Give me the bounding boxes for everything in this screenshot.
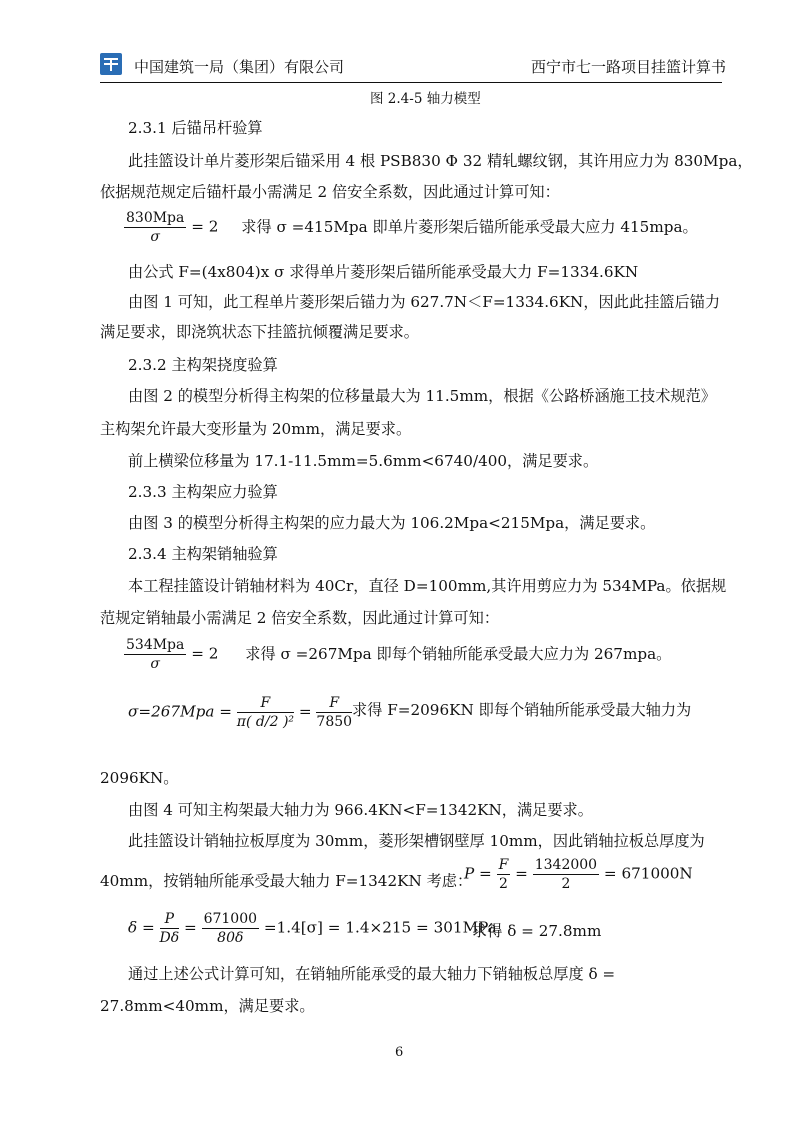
section-heading-233: 2.3.3 主构架应力验算 (128, 483, 278, 501)
fraction-denominator: 2 (561, 876, 571, 892)
section-heading-232: 2.3.2 主构架挠度验算 (128, 356, 278, 374)
fraction (124, 636, 186, 673)
fraction-denominator: σ (150, 229, 160, 245)
paragraph: 由图 1 可知，此工程单片菱形架后锚力为 627.7N＜F=1334.6KN，因此此挂篮后锚力 (128, 293, 721, 311)
fraction (497, 856, 511, 893)
fraction (124, 209, 186, 246)
page-number: 6 (395, 1045, 404, 1060)
equation-text: 求得 δ = 27.8mm (472, 922, 602, 940)
section-heading-231: 2.3.1 后锚吊杆验算 (128, 119, 263, 137)
fraction-denominator: 7850 (316, 714, 353, 730)
paragraph: 2096KN。 (100, 769, 179, 787)
paragraph: 范规定销轴最小需满足 2 倍安全系数，因此通过计算可知： (100, 609, 500, 627)
equation-lhs: δ = (128, 918, 155, 937)
fraction-numerator: 671000 (203, 911, 258, 927)
paragraph: 40mm，按销轴所能承受最大轴力 F=1342KN 考虑： (100, 872, 473, 890)
fraction-numerator: P (160, 910, 180, 929)
equation-delta: δ = $\frac{P}{D\delta}$ = $\frac{671000}{80\delta}$ =1.4[σ] = 1.4×215 = 301MPa (128, 911, 497, 946)
paragraph: 此挂篮设计销轴拉板厚度为 30mm，菱形架槽钢壁厚 10mm，因此销轴拉板总厚度为 (128, 832, 705, 850)
equation-text: 求得 σ =267Mpa 即每个销轴所能承受最大应力为 267mpa。 (245, 644, 672, 663)
equation-pin-stress (124, 636, 671, 673)
equation-lhs: σ=267Mpa = (128, 702, 232, 721)
fraction-denominator: Dδ (159, 930, 180, 946)
paragraph: 由图 2 的模型分析得主构架的位移量最大为 11.5mm，根据《公路桥涵施工技术规范》 (128, 387, 716, 405)
fraction (202, 910, 259, 947)
fraction-numerator: F (498, 857, 509, 873)
equation-rhs: = 2 (191, 217, 219, 236)
equation-axial-force (128, 694, 352, 731)
figure-caption: 图 2.4-5 轴力模型 (370, 91, 481, 107)
paragraph: 满足要求，即浇筑状态下挂篮抗倾覆满足要求。 (100, 323, 419, 341)
equation-text: 求得 σ =415Mpa 即单片菱形架后锚所能承受最大应力 415mpa。 (241, 217, 698, 236)
fraction (316, 694, 352, 731)
fraction (237, 694, 294, 731)
fraction-denominator: σ (150, 656, 160, 672)
paragraph: 通过上述公式计算可知，在销轴所能承受的最大轴力下销轴板总厚度 δ = (128, 965, 616, 983)
fraction-numerator: 830Mpa (126, 210, 185, 226)
paragraph: 依据规范规定后锚杆最小需满足 2 倍安全系数，因此通过计算可知： (100, 183, 560, 201)
header-project: 西宁市七一路项目挂篮计算书 (531, 60, 727, 76)
paragraph: 此挂篮设计单片菱形架后锚采用 4 根 PSB830 Φ 32 精轧螺纹钢，其许用应力为 830Mpa， (128, 152, 753, 170)
fraction-numerator: F (237, 694, 294, 713)
paragraph: 由图 3 的模型分析得主构架的应力最大为 106.2Mpa<215Mpa，满足要求。 (128, 514, 656, 532)
paragraph: 前上横梁位移量为 17.1-11.5mm=5.6mm<6740/400，满足要求。 (128, 452, 599, 470)
fraction-numerator: 1342000 (534, 857, 598, 873)
fraction (533, 856, 599, 893)
paragraph: 本工程挂篮设计销轴材料为 40Cr，直径 D=100mm,其许用剪应力为 534MPa。依据规 (128, 577, 727, 595)
fraction-denominator: 80δ (217, 930, 244, 946)
header-company: 中国建筑一局（集团）有限公司 (134, 60, 345, 76)
section-heading-234: 2.3.4 主构架销轴验算 (128, 545, 278, 563)
header-rule (100, 82, 722, 83)
fraction-denominator: 2 (499, 876, 508, 892)
paragraph: 由图 4 可知主构架最大轴力为 966.4KN<F=1342KN，满足要求。 (128, 801, 593, 819)
fraction-denominator: π( d/2 )² (236, 714, 295, 730)
paragraph: 27.8mm<40mm，满足要求。 (100, 997, 315, 1015)
fraction (160, 910, 180, 947)
equation-rhs: = 671000N (603, 864, 693, 883)
equation-rhs: = 2 (191, 644, 219, 663)
paragraph: 由公式 F=(4x804)x σ 求得单片菱形架后锚所能承受最大力 F=1334.6KN (128, 263, 639, 281)
equation-lhs: P = (464, 864, 492, 883)
paragraph: 主构架允许最大变形量为 20mm，满足要求。 (100, 420, 412, 438)
equation-text: 求得 F=2096KN 即每个销轴所能承受最大轴力为 (352, 701, 692, 719)
fraction-numerator: F (316, 694, 352, 713)
equation-p: P = $\frac{F}{2}$ = $\frac{1342000}{2}$ = 671000N (464, 857, 693, 892)
fraction-numerator: 534Mpa (126, 637, 185, 653)
equation-anchor-stress (124, 209, 698, 246)
equation-rhs: =1.4[σ] = 1.4×215 = 301MPa (263, 918, 497, 937)
equals-sign: = (298, 702, 312, 721)
company-logo (100, 53, 122, 75)
